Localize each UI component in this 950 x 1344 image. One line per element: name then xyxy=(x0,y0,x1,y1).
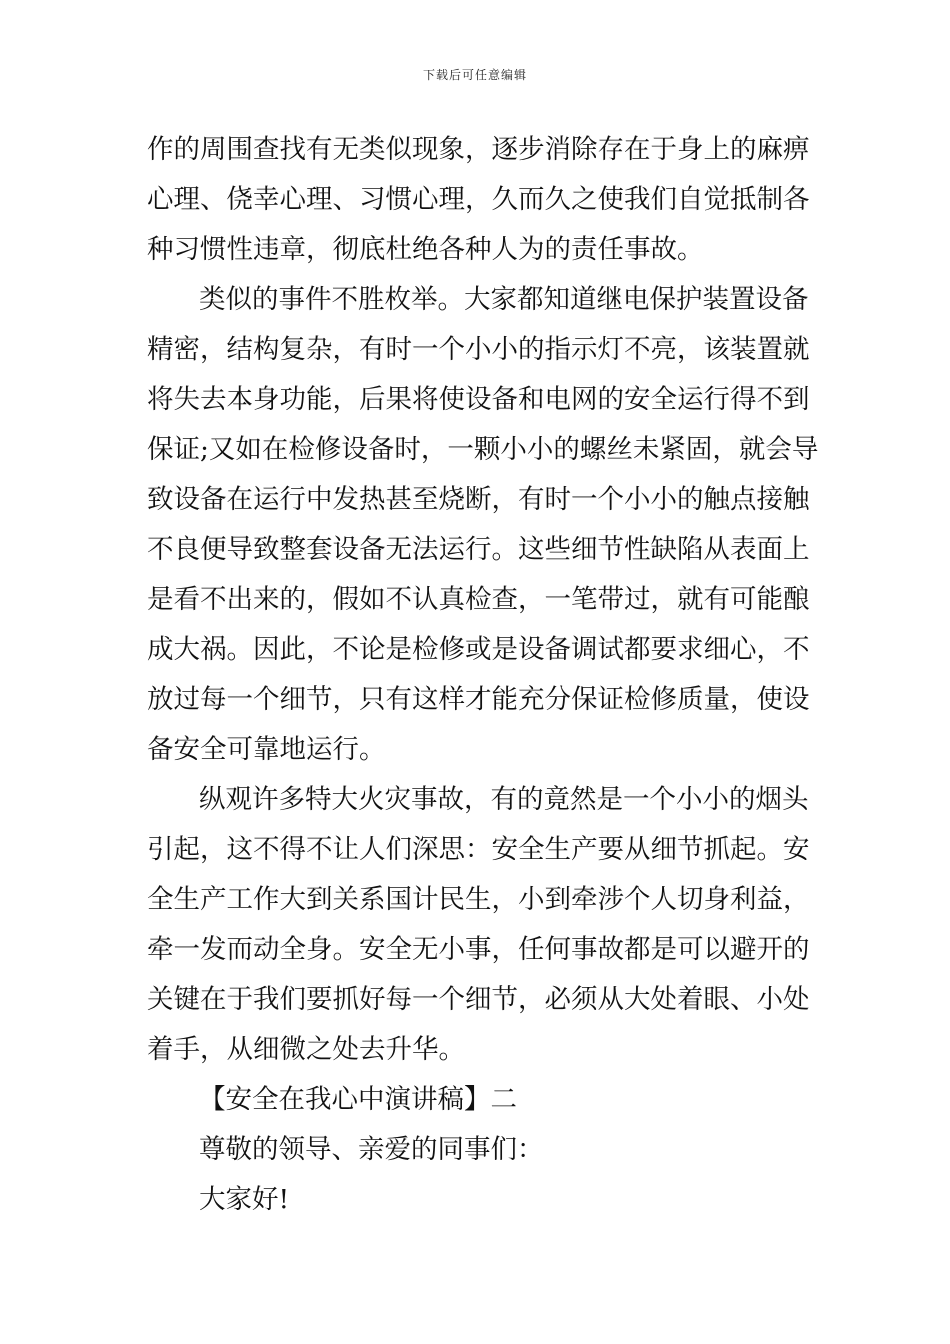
paragraph-3 xyxy=(147,775,810,1075)
page-header-note: 下载后可任意编辑 xyxy=(422,68,527,82)
paragraph-line: 是看不出来的，假如不认真检查，一笔带过，就有可能酿 xyxy=(147,584,810,615)
paragraph-1 xyxy=(147,125,810,275)
paragraph-line: 纵观许多特大火灾事故，有的竟然是一个小小的烟头 xyxy=(199,784,809,815)
paragraph-line: 保证;又如在检修设备时，一颗小小的螺丝未紧固，就会导 xyxy=(147,434,819,465)
paragraph-line: 着手，从细微之处去升华。 xyxy=(147,1034,465,1065)
paragraph-line: 将失去本身功能，后果将使设备和电网的安全运行得不到 xyxy=(147,384,810,415)
section-title: 【安全在我心中演讲稿】二 xyxy=(199,1084,517,1115)
document-body xyxy=(147,125,819,1225)
paragraph-line: 全生产工作大到关系国计民生，小到牵涉个人切身利益， xyxy=(147,884,810,915)
paragraph-2 xyxy=(147,275,819,775)
paragraph-line: 关键在于我们要抓好每一个细节，必须从大处着眼、小处 xyxy=(147,984,810,1015)
paragraph-line: 致设备在运行中发热甚至烧断，有时一个小小的触点接触 xyxy=(147,484,810,515)
paragraph-line: 类似的事件不胜枚举。大家都知道继电保护装置设备 xyxy=(199,284,809,315)
paragraph-line: 牵一发而动全身。安全无小事，任何事故都是可以避开的 xyxy=(147,934,810,965)
paragraph-line: 备安全可靠地运行。 xyxy=(147,734,386,765)
salutation: 尊敬的领导、亲爱的同事们： xyxy=(199,1134,544,1165)
paragraph-line: 引起，这不得不让人们深思：安全生产要从细节抓起。安 xyxy=(147,834,810,865)
paragraph-line: 种习惯性违章，彻底杜绝各种人为的责任事故。 xyxy=(147,234,704,265)
paragraph-line: 成大祸。因此，不论是检修或是设备调试都要求细心，不 xyxy=(147,634,810,665)
greeting: 大家好! xyxy=(199,1184,290,1215)
paragraph-line: 不良便导致整套设备无法运行。这些细节性缺陷从表面上 xyxy=(147,534,810,565)
paragraph-line: 精密，结构复杂，有时一个小小的指示灯不亮，该装置就 xyxy=(147,334,810,365)
paragraph-line: 放过每一个细节，只有这样才能充分保证检修质量，使设 xyxy=(147,684,810,715)
paragraph-line: 心理、侥幸心理、习惯心理，久而久之使我们自觉抵制各 xyxy=(147,184,810,215)
paragraph-line: 作的周围查找有无类似现象，逐步消除存在于身上的麻痹 xyxy=(147,134,810,165)
